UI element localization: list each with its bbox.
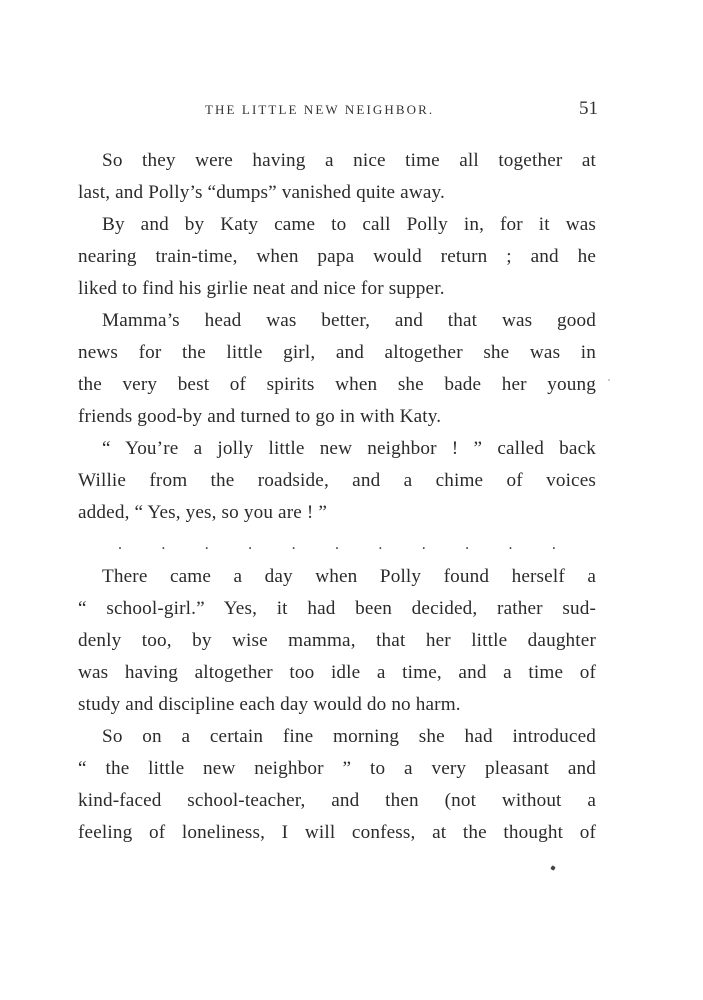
print-speck (550, 865, 555, 870)
text-line: news for the little girl, and altogether she was in (78, 342, 596, 363)
section-break-dots (78, 529, 596, 561)
text-line: nearing train-time, when papa would return ; and he (78, 246, 596, 267)
break-dot: . (334, 536, 339, 553)
page-number: 51 (579, 98, 598, 119)
break-dot: . (204, 536, 209, 553)
text-block-after-break (78, 561, 596, 849)
text-line: So on a certain fine morning she had introduced (102, 726, 596, 747)
body-text (78, 145, 596, 849)
break-dot: . (465, 536, 470, 553)
text-line: denly too, by wise mamma, that her little daughter (78, 630, 596, 651)
text-line: “ school-girl.” Yes, it had been decided, rather sud- (78, 598, 596, 619)
text-line: study and discipline each day would do no harm. (78, 694, 461, 715)
text-line: Willie from the roadside, and a chime of voices (78, 470, 596, 491)
text-line: the very best of spirits when she bade her young (78, 374, 596, 395)
text-line: “ You’re a jolly little new neighbor ! ” called back (102, 438, 596, 459)
text-line: Mamma’s head was better, and that was good (102, 310, 596, 331)
text-line: was having altogether too idle a time, and a time of (78, 662, 596, 683)
break-dot: . (551, 536, 556, 553)
text-line: last, and Polly’s “dumps” vanished quite away. (78, 182, 445, 203)
text-line: feeling of loneliness, I will confess, at the thought of (78, 822, 596, 843)
break-dot: . (161, 536, 166, 553)
text-line: added, “ Yes, yes, so you are ! ” (78, 502, 327, 523)
text-line: There came a day when Polly found herself a (102, 566, 596, 587)
break-dot: . (118, 536, 122, 553)
text-block-before-break (78, 145, 596, 529)
break-dot: . (291, 536, 296, 553)
text-line: friends good-by and turned to go in with Katy. (78, 406, 442, 427)
text-line: “ the little new neighbor ” to a very pleasant and (78, 758, 596, 779)
break-dot: . (421, 536, 426, 553)
running-head (0, 98, 703, 126)
break-dot: . (508, 536, 513, 553)
text-line: kind-faced school-teacher, and then (not without a (78, 790, 596, 811)
break-dot: . (248, 536, 253, 553)
break-dot: . (378, 536, 383, 553)
text-line: By and by Katy came to call Polly in, for it was (102, 214, 596, 235)
print-speck (608, 379, 610, 381)
running-title: THE LITTLE NEW NEIGHBOR. (205, 102, 435, 117)
text-line: So they were having a nice time all together at (102, 150, 596, 171)
text-line: liked to find his girlie neat and nice for supper. (78, 278, 445, 299)
